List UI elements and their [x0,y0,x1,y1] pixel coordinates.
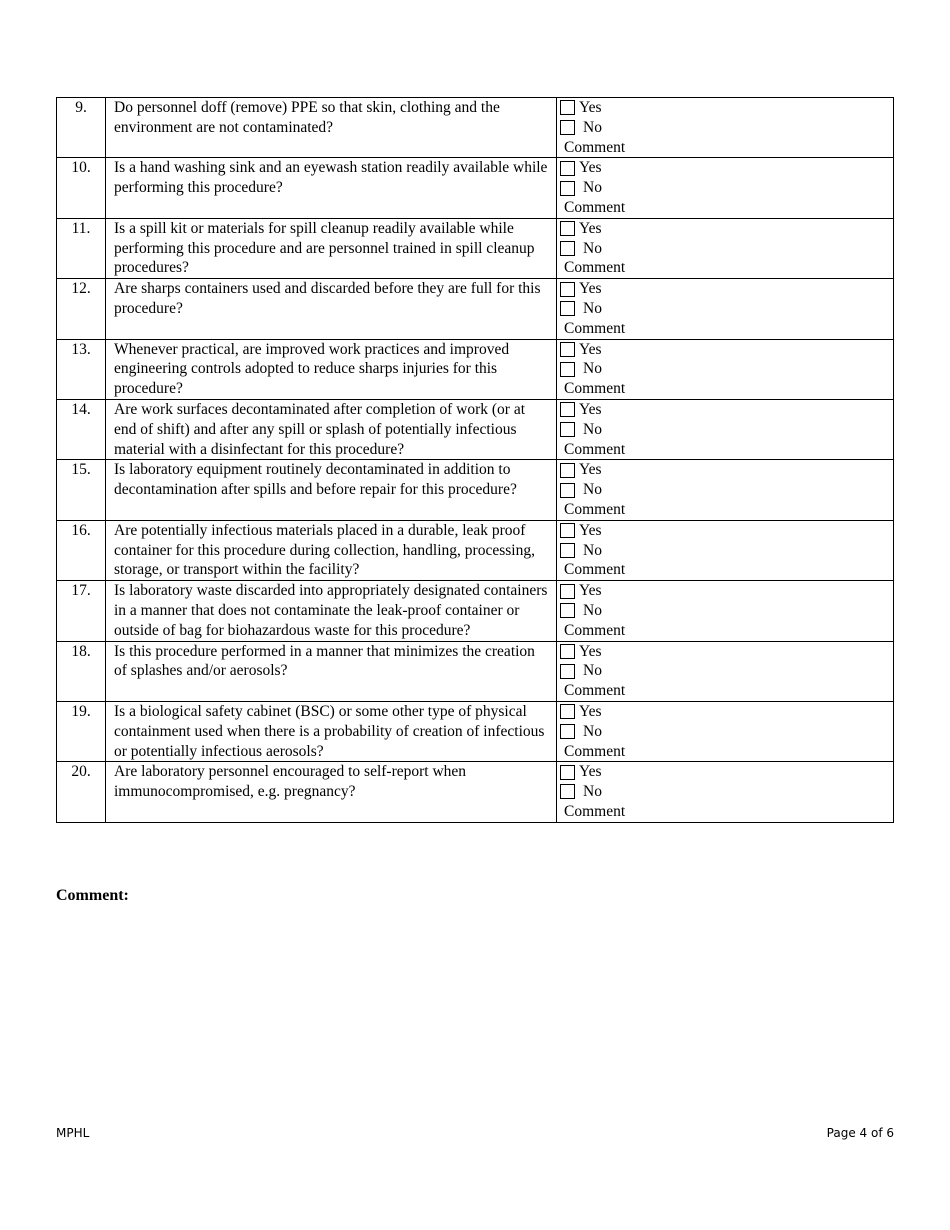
answer-options [557,218,894,278]
no-label: No [583,783,602,801]
question-text: Is laboratory waste discarded into appropriately designated containers in a manner that does not contaminate the leak-proof container or outside of bag for biohazardous waste for this procedure? [106,581,557,641]
no-label: No [583,420,602,438]
question-text: Is a biological safety cabinet (BSC) or some other type of physical containment used when there is a probability of creation of infectious or potentially infectious aerosols? [106,701,557,761]
question-row [57,339,894,399]
answer-options [557,158,894,218]
question-number: 14. [57,399,106,459]
comment-label: Comment [564,500,626,518]
question-row [57,460,894,520]
no-checkbox[interactable] [560,181,575,196]
question-row [57,98,894,158]
no-checkbox[interactable] [560,543,575,558]
comment-label: Comment [564,198,626,216]
no-label: No [583,481,602,499]
yes-label: Yes [579,763,602,781]
comment-label: Comment [564,380,626,398]
no-label: No [583,722,602,740]
yes-option[interactable] [560,460,893,480]
question-number: 20. [57,762,106,822]
comment-label: Comment [564,742,626,760]
comment-label: Comment [564,682,626,700]
checklist-rows [57,98,894,823]
yes-checkbox[interactable] [560,584,575,599]
yes-label: Yes [579,461,602,479]
answer-options [557,581,894,641]
question-row [57,581,894,641]
comment-label: Comment [564,138,626,156]
yes-checkbox[interactable] [560,282,575,297]
yes-checkbox[interactable] [560,523,575,538]
question-number: 11. [57,218,106,278]
yes-checkbox[interactable] [560,463,575,478]
question-text: Is a spill kit or materials for spill cleanup readily available while performing this procedure and are personnel trained in spill cleanup procedures? [106,218,557,278]
question-text: Do personnel doff (remove) PPE so that skin, clothing and the environment are not contaminated? [106,98,557,158]
no-checkbox[interactable] [560,664,575,679]
no-checkbox[interactable] [560,724,575,739]
comment-label: Comment [564,802,626,820]
yes-option[interactable] [560,98,893,118]
question-text: Is laboratory equipment routinely decontaminated in addition to decontamination after spills and before repair for this procedure? [106,460,557,520]
no-label: No [583,299,602,317]
no-option[interactable] [560,782,893,802]
no-checkbox[interactable] [560,362,575,377]
comment-label: Comment [564,319,626,337]
yes-option[interactable] [560,521,893,541]
no-label: No [583,662,602,680]
no-checkbox[interactable] [560,784,575,799]
question-row [57,520,894,580]
yes-label: Yes [579,642,602,660]
comment-label: Comment [564,440,626,458]
yes-label: Yes [579,702,602,720]
yes-option[interactable] [560,219,893,239]
no-option[interactable] [560,661,893,681]
no-checkbox[interactable] [560,603,575,618]
footer-page-number: Page 4 of 6 [826,1126,894,1140]
no-label: No [583,179,602,197]
comment-label: Comment [564,561,626,579]
comment-label: Comment [564,621,626,639]
yes-label: Yes [579,99,602,116]
question-number: 15. [57,460,106,520]
question-number: 12. [57,279,106,339]
no-label: No [583,239,602,257]
yes-checkbox[interactable] [560,221,575,236]
no-option[interactable] [560,359,893,379]
no-label: No [583,541,602,559]
question-row [57,762,894,822]
answer-options [557,520,894,580]
no-label: No [583,360,602,378]
no-label: No [583,601,602,619]
yes-checkbox[interactable] [560,704,575,719]
no-option[interactable] [560,722,893,742]
answer-options [557,701,894,761]
question-text: Whenever practical, are improved work practices and improved engineering controls adopted to reduce sharps injuries for this procedure? [106,339,557,399]
yes-option[interactable] [560,400,893,420]
yes-option[interactable] [560,340,893,360]
answer-options [557,641,894,701]
question-row [57,218,894,278]
question-number: 13. [57,339,106,399]
question-text: Are work surfaces decontaminated after completion of work (or at end of shift) and after any spill or splash of potentially infectious material with a disinfectant for this procedure? [106,399,557,459]
answer-options [557,279,894,339]
no-checkbox[interactable] [560,422,575,437]
yes-label: Yes [579,521,602,539]
no-checkbox[interactable] [560,120,575,135]
no-option[interactable] [560,480,893,500]
no-option[interactable] [560,239,893,259]
answer-options [557,399,894,459]
yes-checkbox[interactable] [560,100,575,115]
yes-option[interactable] [560,642,893,662]
no-option[interactable] [560,118,893,138]
yes-option[interactable] [560,158,893,178]
yes-option[interactable] [560,581,893,601]
answer-options [557,339,894,399]
yes-label: Yes [579,582,602,600]
checklist-table [56,97,894,823]
yes-label: Yes [579,159,602,177]
no-option[interactable] [560,178,893,198]
yes-checkbox[interactable] [560,644,575,659]
question-text: Are sharps containers used and discarded before they are full for this procedure? [106,279,557,339]
yes-checkbox[interactable] [560,765,575,780]
no-option[interactable] [560,420,893,440]
yes-label: Yes [579,340,602,358]
footer-org: MPHL [56,1126,90,1140]
yes-checkbox[interactable] [560,402,575,417]
question-text: Are potentially infectious materials placed in a durable, leak proof container for this procedure during collection, handling, processing, storage, or transport within the facility? [106,520,557,580]
comment-heading: Comment: [56,887,129,904]
yes-option[interactable] [560,762,893,782]
question-number: 17. [57,581,106,641]
question-number: 9. [57,98,106,158]
question-row [57,158,894,218]
yes-option[interactable] [560,702,893,722]
yes-label: Yes [579,400,602,418]
no-option[interactable] [560,541,893,561]
question-text: Are laboratory personnel encouraged to self-report when immunocompromised, e.g. pregnancy? [106,762,557,822]
question-number: 19. [57,701,106,761]
question-row [57,279,894,339]
no-option[interactable] [560,601,893,621]
no-checkbox[interactable] [560,241,575,256]
question-text: Is this procedure performed in a manner that minimizes the creation of splashes and/or aerosols? [106,641,557,701]
yes-checkbox[interactable] [560,161,575,176]
yes-option[interactable] [560,279,893,299]
question-row [57,399,894,459]
question-row [57,701,894,761]
no-checkbox[interactable] [560,483,575,498]
question-number: 18. [57,641,106,701]
comment-label: Comment [564,259,626,277]
no-option[interactable] [560,299,893,319]
no-label: No [583,118,602,136]
yes-checkbox[interactable] [560,342,575,357]
answer-options [557,98,894,158]
question-number: 16. [57,520,106,580]
question-text: Is a hand washing sink and an eyewash station readily available while performing this procedure? [106,158,557,218]
yes-label: Yes [579,280,602,298]
question-row [57,641,894,701]
question-number: 10. [57,158,106,218]
yes-label: Yes [579,219,602,237]
no-checkbox[interactable] [560,301,575,316]
answer-options [557,460,894,520]
answer-options [557,762,894,822]
